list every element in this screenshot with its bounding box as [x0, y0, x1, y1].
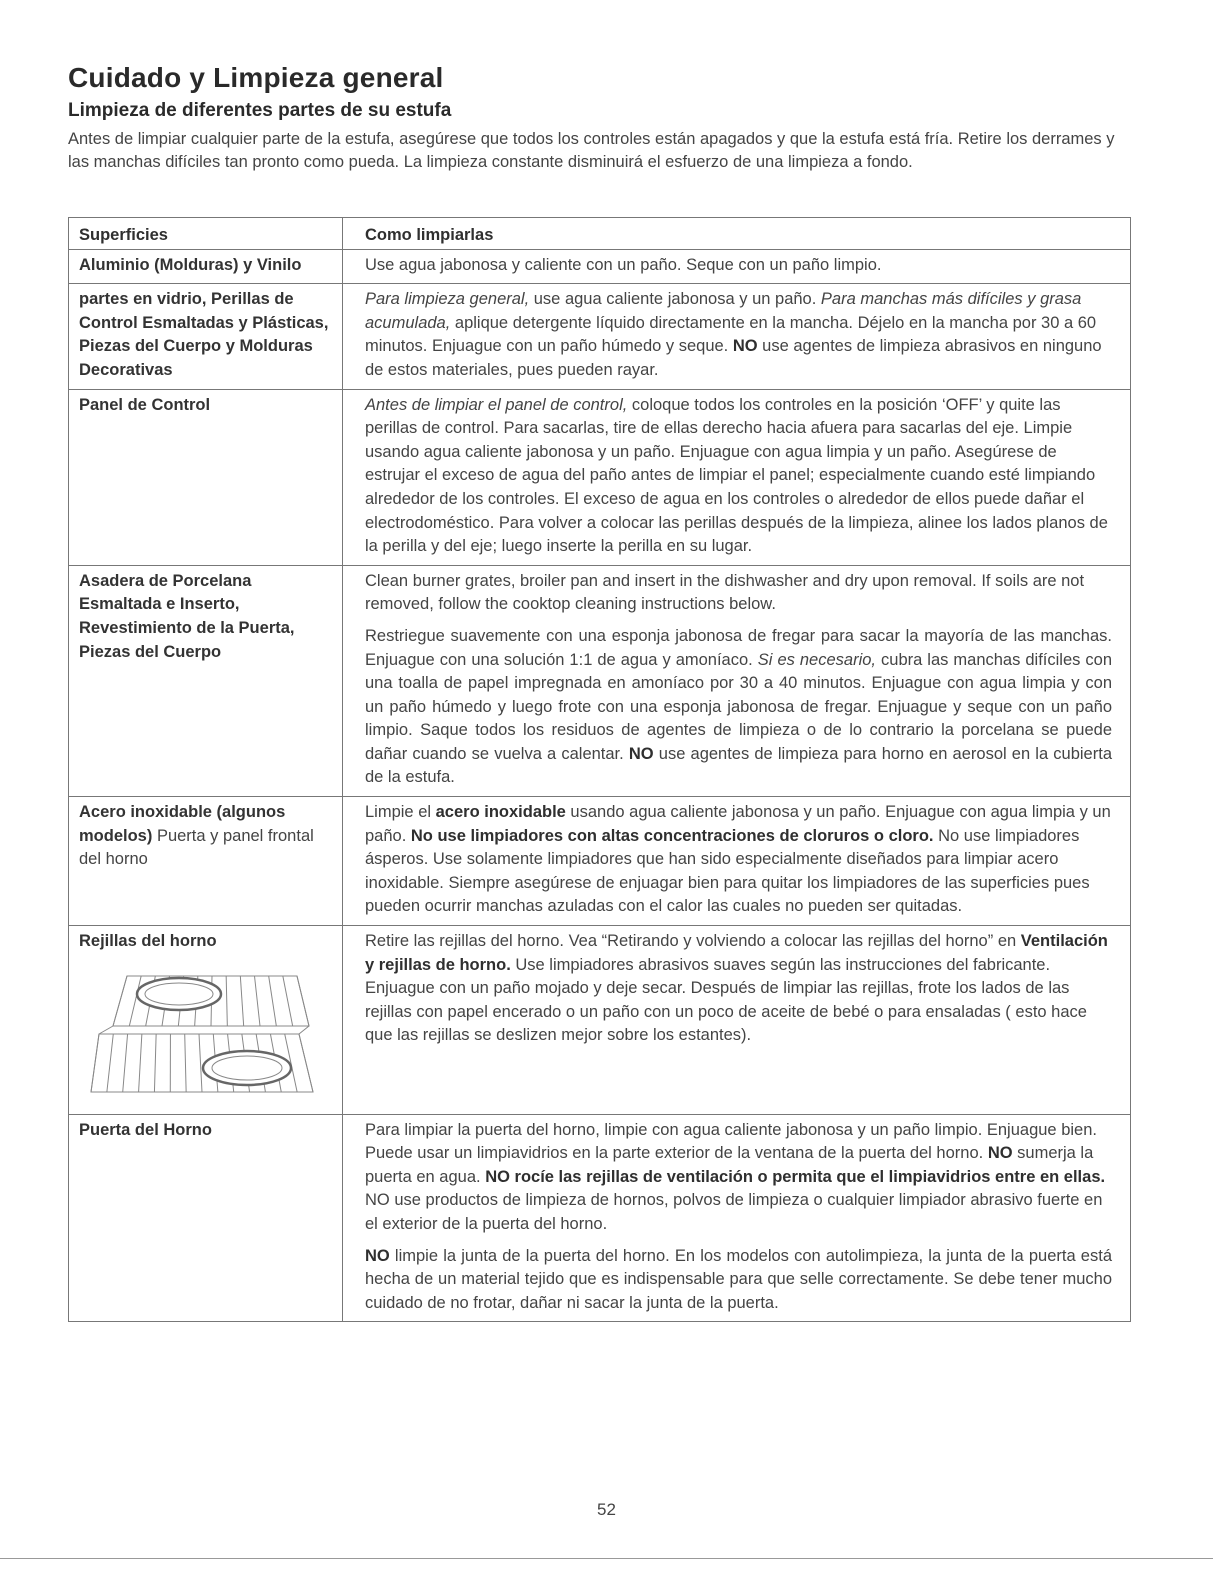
cleaning-table: [68, 217, 1131, 1322]
emphasis-italic: Si es necesario,: [757, 650, 877, 669]
surface-name: Puerta del Horno: [79, 1120, 212, 1139]
emphasis-bold: NO rocíe las rejillas de ventilación o permita que el limpiavidrios entre en ellas.: [485, 1167, 1106, 1186]
instruction-paragraph: [365, 930, 1112, 1048]
instruction-paragraph: [365, 254, 1112, 278]
instruction-text: Clean burner grates, broiler pan and insert in the dishwasher and dry upon removal. If soils are not removed, follow the cooktop cleaning instructions below.: [365, 571, 1085, 614]
surface-name: partes en vidrio, Perillas de Control Esmaltadas y Plásticas, Piezas del Cuerpo y Molduras Decorativas: [79, 290, 329, 379]
instructions-cell: [343, 565, 1131, 796]
table-row: [69, 389, 1131, 565]
instruction-text: No use limpiadores ásperos. Use solamente limpiadores que han sido especialmente diseñados para limpiar acero inoxidable. Siempre asegúrese de enjuagar bien para quitar los limpiadores de las superficies pues pueden ocurrir manchas azuladas con el calor las cuales no pueden ser quitadas.: [365, 826, 1090, 916]
instruction-text: limpie la junta de la puerta del horno. En los modelos con autolimpieza, la junta de la puerta está hecha de un material tejido que es indispensable para que selle correctamente. Se debe tener mucho cuidado de no frotar, dañar ni sacar la junta de la puerta.: [365, 1246, 1112, 1312]
surface-cell: [69, 1114, 343, 1322]
emphasis-italic: Para limpieza general,: [365, 290, 530, 309]
emphasis-bold: NO: [628, 744, 654, 763]
surface-cell: [69, 284, 343, 389]
intro-paragraph: Antes de limpiar cualquier parte de la estufa, asegúrese que todos los controles están apagados y que la estufa está fría. Retire los derrames y las manchas difíciles tan pronto como pueda. La limpieza constante disminuirá el esfuerzo de una limpieza a fondo.: [68, 130, 1115, 171]
footer-rule: [0, 1558, 1213, 1559]
instruction-text: use agentes de limpieza para horno en aerosol en la cubierta de la estufa.: [365, 744, 1112, 787]
surface-cell: [69, 565, 343, 796]
surface-name: Rejillas del horno: [79, 932, 217, 951]
emphasis-bold: NO: [732, 337, 758, 356]
surface-note: Puerta y panel frontal del horno: [79, 826, 314, 869]
instruction-paragraph: [365, 801, 1112, 919]
instruction-text: use agua caliente jabonosa y un paño.: [529, 290, 821, 309]
instruction-paragraph: [365, 1119, 1112, 1237]
instruction-paragraph: [365, 394, 1112, 559]
instructions-cell: [343, 926, 1131, 1115]
surface-name: Asadera de Porcelana Esmaltada e Inserto, Revestimiento de la Puerta, Piezas del Cuerpo: [79, 571, 295, 661]
instruction-text: sumerja la puerta en agua.: [365, 1144, 1094, 1186]
table-row: [69, 249, 1131, 284]
table-row: [69, 797, 1131, 926]
instructions-cell: [343, 284, 1131, 389]
header-how-to-clean: Como limpiarlas: [343, 218, 1131, 250]
surface-cell: [69, 926, 343, 1115]
page-number: 52: [597, 1500, 616, 1519]
instruction-paragraph: [365, 288, 1112, 382]
emphasis-bold: NO: [365, 1246, 390, 1265]
instructions-cell: [343, 389, 1131, 565]
section-subtitle: Limpieza de diferentes partes de su estufa: [68, 100, 452, 121]
emphasis-bold: NO: [987, 1144, 1013, 1163]
oven-racks-illustration: [87, 964, 319, 1104]
header-surfaces: Superficies: [69, 218, 343, 250]
instruction-text: coloque todos los controles en la posición ‘OFF’ y quite las perillas de control. Para sacarlas, tire de ellas derecho hacia afuera para sacarlas del eje. Limpie usando agua caliente jabonosa y un paño. Enjuague con agua limpia y un paño. Asegúrese de estrujar el exceso de agua del paño antes de limpiar el panel; especialmente cuando esté limpiando alrededor de los controles. El exceso de agua en los controles o alrededor de ellos puede dañar el electrodoméstico. Para volver a colocar las perillas después de la limpieza, alinee los lados planos de la perilla y del eje; luego inserte la perilla en su lugar.: [365, 395, 1108, 556]
instruction-text: Retire las rejillas del horno. Vea “Retirando y volviendo a colocar las rejillas del horno” en: [365, 932, 1021, 951]
surface-name: Aluminio (Molduras) y Vinilo: [79, 255, 302, 274]
instruction-paragraph: [365, 1245, 1112, 1316]
surface-name: Panel de Control: [79, 395, 211, 414]
emphasis-bold: Ventilación y rejillas de horno.: [365, 932, 1108, 974]
instructions-cell: [343, 1114, 1131, 1322]
instruction-text: aplique detergente líquido directamente en la mancha. Déjelo en la mancha por 30 a 60 minutos. Enjuague con un paño húmedo y seque.: [365, 313, 1097, 356]
table-row: [69, 284, 1131, 389]
surface-cell: [69, 797, 343, 926]
instruction-text: Limpie el: [365, 803, 436, 822]
instructions-cell: [343, 249, 1131, 284]
emphasis-bold: acero inoxidable: [435, 803, 566, 822]
instruction-text: cubra las manchas difíciles con una toalla de papel impregnada en amoníaco por 30 a 40 minutos. Enjuague con agua limpia y con un paño húmedo y luego frote con una esponja jabonosa de fregar. Enjuague y seque con un paño limpio. Saque todos los residuos de agentes de limpieza o de lo contrario la porcelana se puede dañar cuando se vuelva a calentar.: [365, 650, 1112, 763]
surface-cell: [69, 389, 343, 565]
table-row: [69, 565, 1131, 796]
table-row: [69, 1114, 1131, 1322]
instruction-text: use agentes de limpieza abrasivos en ninguno de estos materiales, pues pueden rayar.: [365, 337, 1102, 379]
instruction-paragraph: [365, 570, 1112, 617]
instruction-text: Use limpiadores abrasivos suaves según las instrucciones del fabricante. Enjuague con un paño mojado y deje secar. Después de limpiar las rejillas, frote los lados de las rejillas con papel encerado o un paño con un poco de aceite de bebé o para ensaladas ( esto hace que las rejillas se deslizen mejor sobre los estantes).: [365, 955, 1087, 1045]
page-title: Cuidado y Limpieza general: [68, 62, 444, 93]
instructions-cell: [343, 797, 1131, 926]
instruction-text: Para limpiar la puerta del horno, limpie con agua caliente jabonosa y un paño limpio. Enjuague bien. Puede usar un limpiavidrios en la parte exterior de la ventana de la puerta del horno.: [365, 1120, 1097, 1163]
instruction-text: usando agua caliente jabonosa y un paño. Enjuague con agua limpia y un paño.: [365, 803, 1111, 845]
instruction-text: Use agua jabonosa y caliente con un paño. Seque con un paño limpio.: [365, 255, 882, 274]
emphasis-italic: Para manchas más difíciles y grasa acumulada,: [365, 290, 1082, 332]
instruction-paragraph: [365, 625, 1112, 790]
table-body: [69, 249, 1131, 1322]
instruction-text: NO use productos de limpieza de hornos, polvos de limpieza o cualquier limpiador abrasivo fuerte en el exterior de la puerta del horno.: [365, 1191, 1103, 1233]
table-header-row: [69, 218, 1131, 250]
instruction-text: Restriegue suavemente con una esponja jabonosa de fregar para sacar la mayoría de las manchas. Enjuague con una solución 1:1 de agua y amoníaco.: [365, 626, 1112, 669]
surface-cell: [69, 249, 343, 284]
emphasis-bold: No use limpiadores con altas concentraciones de cloruros o cloro.: [410, 826, 934, 845]
emphasis-italic: Antes de limpiar el panel de control,: [365, 395, 628, 414]
table-row: [69, 926, 1131, 1115]
surface-name: Acero inoxidable (algunos modelos): [79, 803, 286, 845]
